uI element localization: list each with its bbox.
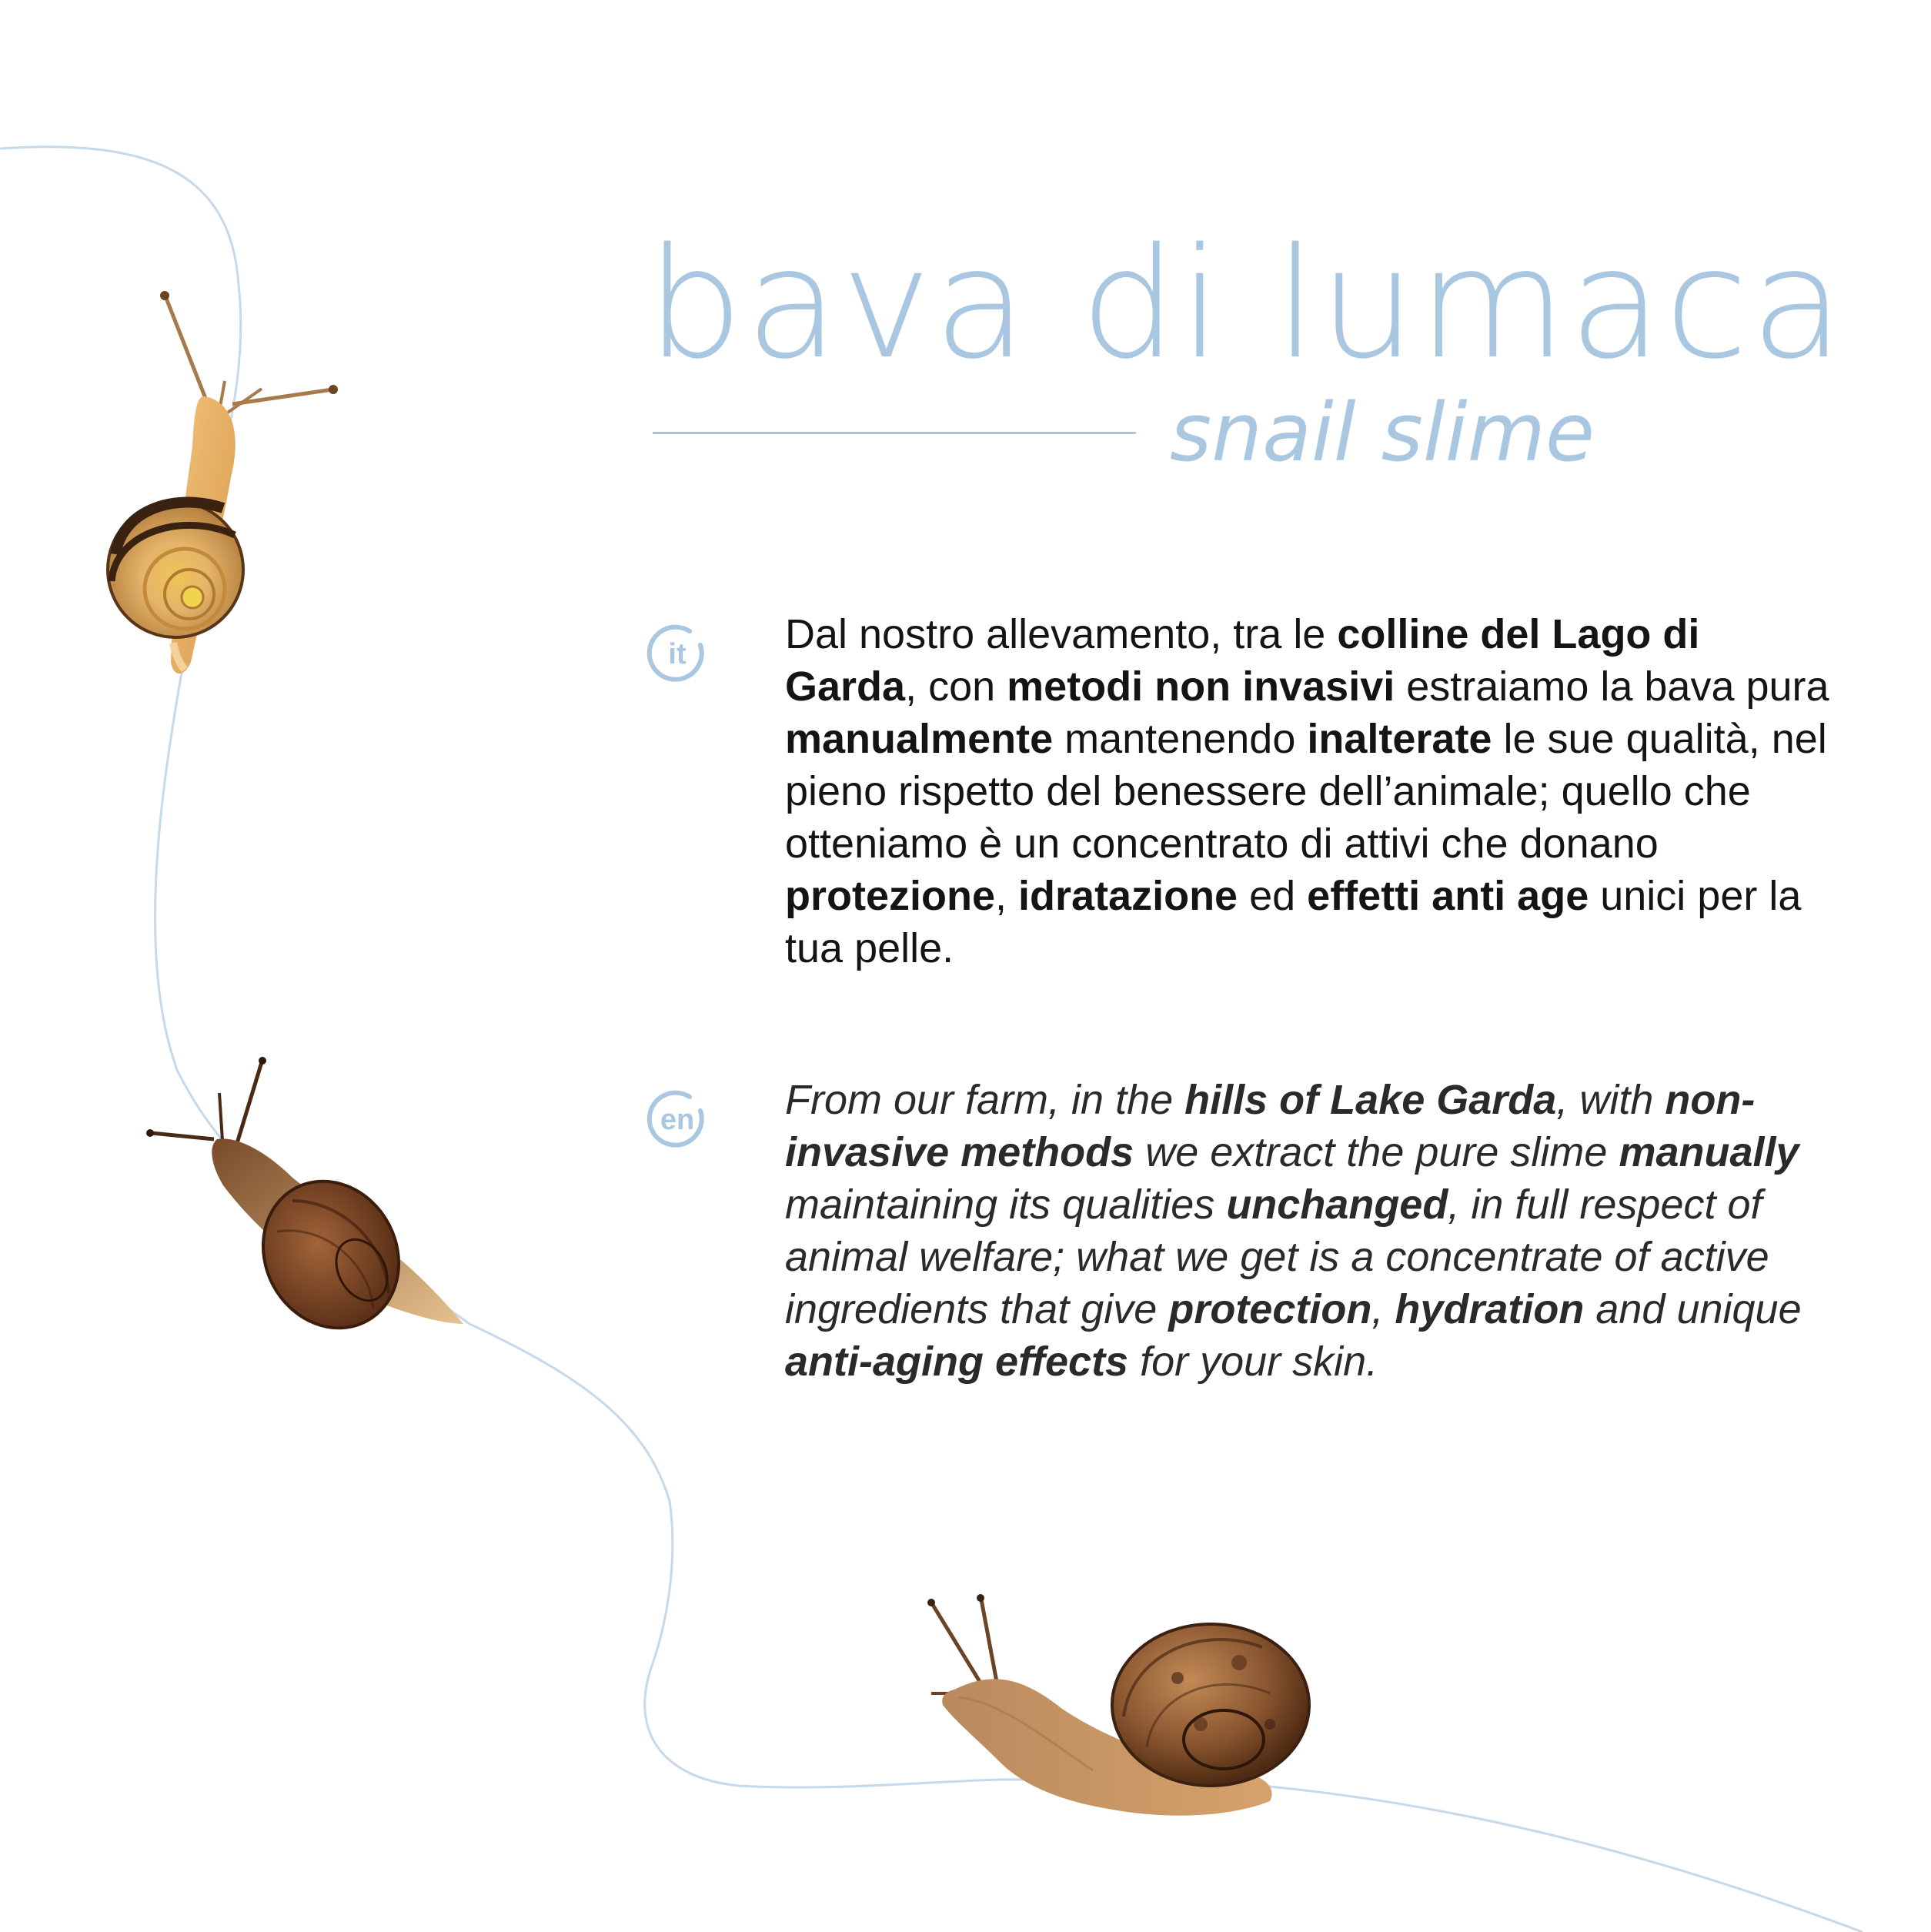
lang-badge-it	[645, 622, 710, 687]
highlight-text: unchanged	[1226, 1182, 1448, 1228]
body-text: , in full respect of animal welfare; what we get is a concentrate of active ingredients that give	[785, 1182, 1769, 1332]
body-text: for your skin.	[1128, 1339, 1378, 1385]
body-text: we extract the pure slime	[1134, 1129, 1619, 1175]
body-text: , with	[1556, 1077, 1665, 1123]
highlight-text: colline del Lago di Garda	[785, 611, 1700, 710]
lang-code: it	[668, 638, 687, 670]
snail-large-icon	[927, 1594, 1309, 1816]
highlight-text: protection	[1168, 1286, 1372, 1332]
body-text: le sue qualità, nel pieno rispetto del benessere dell’animale; quello che otteniamo è un concentrato di attivi che donano	[785, 716, 1827, 867]
highlight-text: effetti anti age	[1307, 873, 1589, 919]
highlight-text: inalterate	[1307, 716, 1492, 762]
body-text: unici per la tua pelle.	[785, 873, 1802, 971]
body-text: ,	[1371, 1286, 1395, 1332]
highlight-text: manualmente	[785, 716, 1054, 762]
body-text: ed	[1238, 873, 1308, 919]
body-text: Dal nostro allevamento, tra le	[785, 611, 1338, 657]
snail-banded-icon	[108, 291, 338, 674]
lang-code: en	[660, 1104, 695, 1136]
english-description	[785, 1074, 1839, 1388]
lang-badge-en	[645, 1088, 710, 1152]
highlight-text: manually	[1619, 1129, 1799, 1175]
body-text: estraiamo la bava pura	[1395, 663, 1829, 710]
highlight-text: protezione	[785, 873, 996, 919]
body-text: From our farm, in the	[785, 1077, 1185, 1123]
body-text: mantenendo	[1053, 716, 1308, 762]
page-subtitle: snail slime	[1170, 386, 1595, 480]
body-text: , con	[905, 663, 1007, 710]
highlight-text: metodi non invasivi	[1007, 663, 1395, 710]
highlight-text: hydration	[1395, 1286, 1585, 1332]
highlight-text: idratazione	[1018, 873, 1238, 919]
italian-description	[785, 608, 1839, 974]
highlight-text: non-invasive methods	[785, 1077, 1756, 1175]
page-title: bava di lumaca	[646, 215, 1847, 393]
body-text: maintaining its qualities	[785, 1182, 1227, 1228]
body-text: and unique	[1584, 1286, 1802, 1332]
highlight-text: hills of Lake Garda	[1184, 1077, 1557, 1123]
title-divider	[653, 432, 1136, 434]
body-text: ,	[995, 873, 1019, 919]
highlight-text: anti-aging effects	[785, 1339, 1129, 1385]
